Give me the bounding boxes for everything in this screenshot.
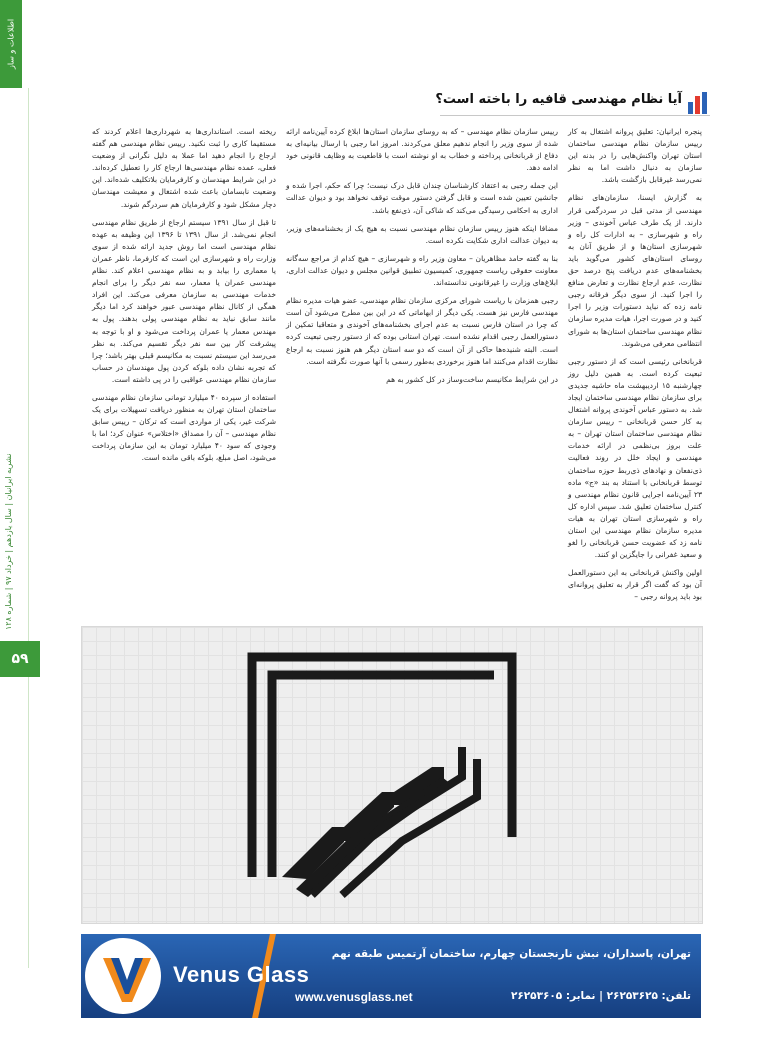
paragraph: اولین واکنش قربانخانی به این دستورالعمل آن بود که گفت اگر قرار به تعلیق پروانه‌ای بود باید پروانه رجبی –	[568, 568, 702, 602]
ad-phone: تلفن: ۲۶۲۵۳۶۲۵ | نمابر: ۲۶۲۵۳۶۰۵	[510, 990, 691, 1002]
headline-divider	[440, 115, 710, 116]
paragraph: رییس سازمان نظام مهندسی – که به روسای سازمان استان‌ها ابلاغ کرده آیین‌نامه ارائه شده از سوی وزیر را انجام ندهیم معلق می‌کردند. امروز اما رجبی با ارسال بیانیه‌ای به دفاع از قربانخانی پرداخته و خطاب به او نوشته است با قاطعیت به وظایف قانونی خود ادامه دهد.	[286, 127, 558, 173]
paragraph: رجبی همزمان با ریاست شورای مرکزی سازمان نظام مهندسی، عضو هیات مدیره نظام مهندسی فارس نیز هست. یکی دیگر از ابهاماتی که در این بین مطرح می‌شود آن است که چرا در استان فارس نسبت به عدم اجرای بخشنامه‌های آخوندی و متعاقبا تمکین از دستورالعمل رجبی اقدام نشده است. تهران استانی بوده که از دستور رجبی تبعیت کرده است. البته شنیده‌ها حاکی از آن است که دو سه استان دیگر هم هنوز نسبت به ارجاع نظارت اقدام می‌کنند اما هنوز برخوردی به‌طور رسمی با آنها صورت نگرفته است.	[286, 296, 558, 366]
paragraph: در این شرایط مکانیسم ساخت‌وساز در کل کشور به هم	[386, 374, 558, 384]
article-headline: آیا نظام مهندسی قافیه را باخته است؟	[435, 92, 682, 107]
paragraph: پنجره ایرانیان: تعلیق پروانه اشتغال به کار رییس سازمان نظام مهندسی ساختمان استان تهران واکنش‌هایی را در بدنه این سازمان به دنبال داشت اما به نظر نمی‌رسد غیرقابل بازگشت باشد.	[568, 127, 702, 185]
venus-v-icon	[99, 952, 155, 1008]
paragraph: مضافا اینکه هنوز رییس سازمان نظام مهندسی نسبت به هیچ یک از بخشنامه‌های وزیر، به دیوان عدالت اداری شکایت نکرده است.	[286, 223, 558, 245]
text-column-left	[92, 126, 276, 471]
text-column-middle	[286, 126, 558, 392]
text-column-right	[568, 126, 702, 610]
paragraph: به گزارش ایسنا، سازمان‌های نظام مهندسی از مدتی قبل در سردرگمی قرار دارند. از یک طرف عباس آخوندی – وزیر راه و شهرسازی – به ادارات کل راه و شهرسازی استان‌ها و از طریق آنان به روسای استان‌های کشور می‌گوید باید بخشنامه‌های عدم دریافت پنج درصد حق نظارت، عدم ارجاع نظارت و تعارض منافع را اجرا کنید. از سوی دیگر فرقانه رجبی نامه زده که نباید دستورات وزیر را اجرا کنید و در صورت اجرا، هیات مدیره سازمان نظام مهندسی ساختمان استان‌ها به شورای انتظامی معرفی می‌شوند.	[568, 193, 702, 348]
paragraph: قربانخانی رئیسی است که از دستور رجبی تبعیت کرده است. به همین دلیل روز چهارشنبه ۱۵ اردیبهشت ماه حاشیه جدیدی برای سازمان نظام مهندسی ساختمان ایجاد شد. به دستور عباس آخوندی پروانه اشتغال به کار حسن قربانخانی – رییس سازمان نظام مهندسی ساختمان استان تهران – به علت بروز بی‌نظمی در ارائه خدمات مهندسی و ایجاد خلل در روند فعالیت ذی‌نفعان و نهادهای ذی‌ربط حوزه ساختمان توسط قربانخانی با استناد به بند «ج» ماده ۲۳ آیین‌نامه اجرایی قانون نظام مهندسی و کنترل ساختمان تعلیق شد. سپس اداره کل راه و شهرسازی استان تهران به هیات مدیره سازمان نظام مهندسی این استان نامه زد که عضویت حسن قربانخانی را لغو و سعید غفرانی را جایگزین او کنند.	[568, 356, 703, 560]
ad-address: تهران، پاسداران، نبش نارنجستان چهارم، ساختمان آرتمیس طبقه نهم	[331, 948, 691, 960]
margin-rule	[28, 88, 29, 968]
paragraph: استفاده از سپرده ۴۰ میلیارد تومانی سازمان نظام مهندسی ساختمان استان تهران به منظور دریافت تسهیلات برای یک شرکت غیر، یکی از مواردی است که ترکان – رییس سابق نظام مهندسی – آن را مصداق «اختلاس» عنوان کرد؛ اما با وجودی که سود ۴۰ میلیارد تومان به این سازمان پرداخت می‌شود، اصل مبلغ، بلوکه باقی مانده است.	[92, 392, 276, 463]
brand-logo	[85, 938, 161, 1014]
page-number: ۵۹	[0, 641, 40, 677]
section-tab	[0, 0, 22, 88]
issue-info: نشریه ایرانیان | سال یازدهم | خرداد ۹۷ | شماره ۱۲۸	[4, 453, 13, 630]
paragraph: این جمله رجبی به اعتقاد کارشناسان چندان قابل درک نیست؛ چرا که حکم، اجرا شده و جانشین تعیین شده است و قابل گرفتن دستور موقت توقف نخواهد بود و دیوان عدالت اداری به احکامی رسیدگی می‌کند که شاکی آن، ذی‌نفع باشد.	[286, 181, 558, 215]
paragraph: تا قبل از سال ۱۳۹۱ سیستم ارجاع از طریق نظام مهندسی انجام نمی‌شد. از سال ۱۳۹۱ تا ۱۳۹۶ این وظیفه به عهده نظام مهندسی است اما روش جدید ارائه شده از سوی وزارت راه و شهرسازی این است که کارفرما، ناظر عمران یا معماری را بیابد و به نظام مهندسی اعلام کند. نظام مهندسی عمران یا معمار، سه نفر دیگر را برای انجام خدمات مهندسی به سازمان معرفی می‌کند. این افراد همگی از کانال نظام مهندسی عبور خواهند کرد اما دیگر مانند سابق نباید به نظام مهندسی پولی بدهند. پول به مهندس معمار یا عمران پرداخت می‌شود و او با توجه به پیشرفت کار بین سه نفر دیگر تقسیم می‌کند. به نظر می‌رسد این سیستم نسبت به مکانیسم قبلی بهتر باشد؛ چرا که تجربه نشان داده بلوکه کردن پول مهندسان در حساب سازمان نظام مهندسی عواقبی را در پی داشته است.	[92, 217, 277, 384]
article-image	[81, 626, 703, 924]
bar-chart-icon	[686, 92, 710, 114]
engineering-logo-graphic	[82, 627, 702, 923]
section-tab-label: اطلاعات و ساز	[6, 18, 16, 70]
advertisement-banner[interactable]	[81, 934, 701, 1018]
ad-website-link[interactable]: www.venusglass.net	[295, 990, 413, 1004]
paragraph: بنا به گفته حامد مظاهریان – معاون وزیر راه و شهرسازی – هیچ کدام از مراجع سه‌گانه معاونت حقوقی ریاست جمهوری، کمیسیون تطبیق قوانین مجلس و دیوان عدالت اداری، ابلاغ‌های وزارت را غیرقانونی ندانسته‌اند.	[286, 253, 558, 288]
paragraph: ریخته است. استانداری‌ها به شهرداری‌ها اعلام کردند که مستقیما کاری را ثبت نکنید. رییس نظام مهندسی هم گفته ارجاع را انجام دهید اما عملا به دلیل نگرانی از وضعیت فعلی، عمده نظام مهندسی‌ها ارجاع کار را تعطیل کرده‌اند. در این شرایط مهندسان و کارفرمایان بلاتکلیف شده‌اند. این وضعیت نابسامان باعث شده اشتغال و معیشت مهندسان دچار مشکل شود و کارفرمایان هم سردرگم شوند.	[92, 127, 276, 209]
brand-name: Venus Glass	[173, 962, 310, 987]
